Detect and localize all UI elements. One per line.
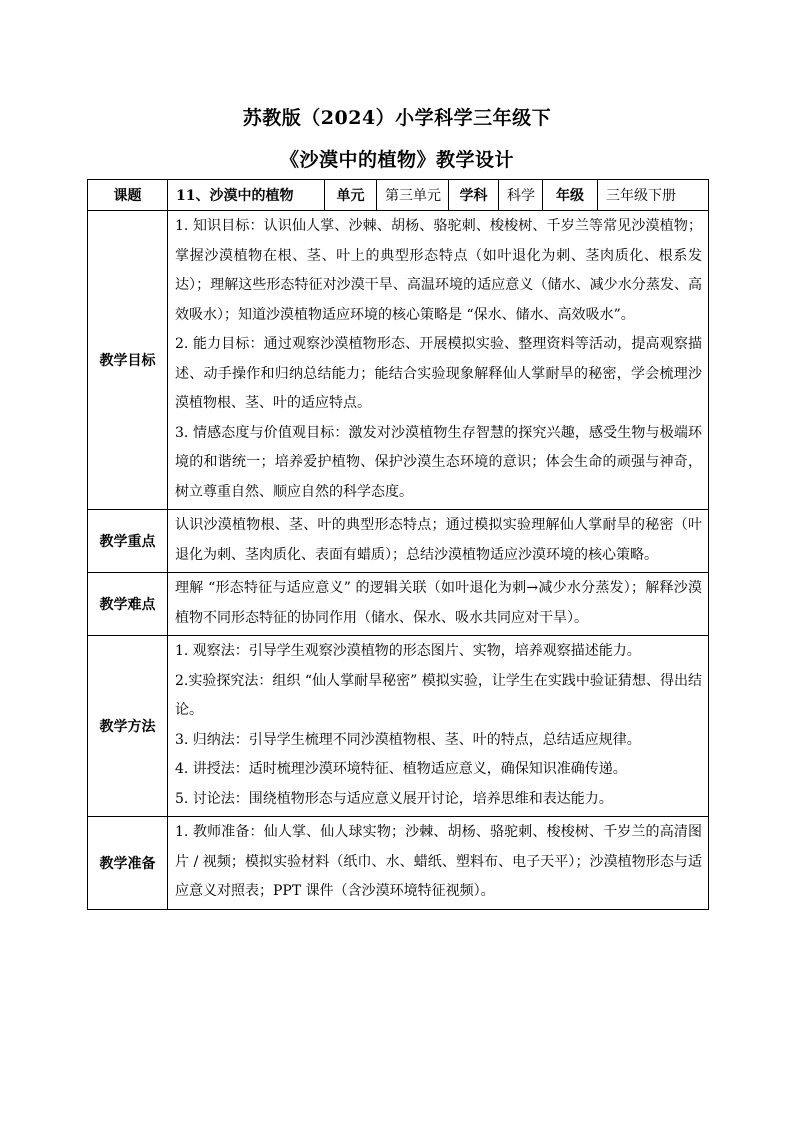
subject-label: 学科: [449, 180, 499, 211]
preparation-item: 1. 教师准备：仙人掌、仙人球实物；沙棘、胡杨、骆驼刺、梭梭树、千岁兰的高清图片 / 视频；模拟实验材料（纸巾、水、蜡纸、塑料布、电子天平）；沙漠植物形态与适应意义对照表；PPT 课件（含沙漠环境特征视频）。: [175, 824, 702, 899]
key-points-row: [88, 510, 709, 573]
method-item: 2.实验探究法：组织 “仙人掌耐旱秘密” 模拟实验，让学生在实践中验证猜想、得出结论。: [175, 672, 702, 718]
topic-value: 11、沙漠中的植物: [168, 180, 325, 211]
grade-value: 三年级下册: [598, 180, 709, 211]
lesson-plan-table: [87, 179, 709, 910]
method-item: 4. 讲授法：适时梳理沙漠环境特征、植物适应意义，确保知识准确传递。: [175, 761, 627, 777]
document-title: 苏教版（2024）小学科学三年级下: [242, 107, 552, 129]
difficulties-text: 理解 “形态特征与适应意义” 的逻辑关联（如叶退化为刺→减少水分蒸发）；解释沙漠植物不同形态特征的协同作用（储水、保水、吸水共同应对干旱）。: [175, 580, 702, 626]
preparation-content: [168, 817, 709, 910]
method-item: 1. 观察法：引导学生观察沙漠植物的形态图片、实物，培养观察描述能力。: [175, 643, 641, 659]
unit-value: 第三单元: [377, 180, 449, 211]
grade-label: 年级: [543, 180, 598, 211]
subject-value: 科学: [499, 180, 543, 211]
methods-content: [168, 636, 709, 817]
objectives-content: [168, 211, 709, 510]
objectives-row: [88, 211, 709, 510]
method-item: 5. 讨论法：围绕植物形态与适应意义展开讨论，培养思维和表达能力。: [175, 790, 613, 807]
key-points-content: [168, 510, 709, 573]
topic-label: 课题: [88, 180, 168, 211]
difficulties-label: 教学难点: [88, 573, 168, 636]
document-subtitle: 《沙漠中的植物》教学设计: [279, 149, 514, 171]
preparation-row: [88, 817, 709, 910]
preparation-label: 教学准备: [88, 817, 168, 910]
objective-item: 2. 能力目标：通过观察沙漠植物形态、开展模拟实验、整理资料等活动，提高观察描述、动手操作和归纳总结能力；能结合实验现象解释仙人掌耐旱的秘密，学会梳理沙漠植物根、茎、叶的适应特点。: [175, 336, 702, 411]
header-row: [88, 180, 709, 211]
methods-row: [88, 636, 709, 817]
key-points-text: 认识沙漠植物根、茎、叶的典型形态特点；通过模拟实验理解仙人掌耐旱的秘密（叶退化为刺、茎肉质化、表面有蜡质）；总结沙漠植物适应沙漠环境的核心策略。: [175, 517, 702, 563]
key-points-label: 教学重点: [88, 510, 168, 573]
unit-label: 单元: [325, 180, 377, 211]
difficulties-content: [168, 573, 709, 636]
objective-item: 1. 知识目标：认识仙人掌、沙棘、胡杨、骆驼刺、梭梭树、千岁兰等常见沙漠植物；掌握沙漠植物在根、茎、叶上的典型形态特点（如叶退化为刺、茎肉质化、根系发达）；理解这些形态特征对沙漠干旱、高温环境的适应意义（储水、减少水分蒸发、高效吸水）；知道沙漠植物适应环境的核心策略是 “保水、储水、高效吸水”。: [175, 218, 702, 323]
method-item: 3. 归纳法：引导学生梳理不同沙漠植物根、茎、叶的特点，总结适应规律。: [175, 731, 641, 748]
difficulties-row: [88, 573, 709, 636]
objective-item: 3. 情感态度与价值观目标：激发对沙漠植物生存智慧的探究兴趣，感受生物与极端环境的和谐统一；培养爱护植物、保护沙漠生态环境的意识；体会生命的顽强与神奇，树立尊重自然、顺应自然的科学态度。: [175, 424, 702, 500]
methods-label: 教学方法: [88, 636, 168, 817]
objectives-label: 教学目标: [88, 211, 168, 510]
